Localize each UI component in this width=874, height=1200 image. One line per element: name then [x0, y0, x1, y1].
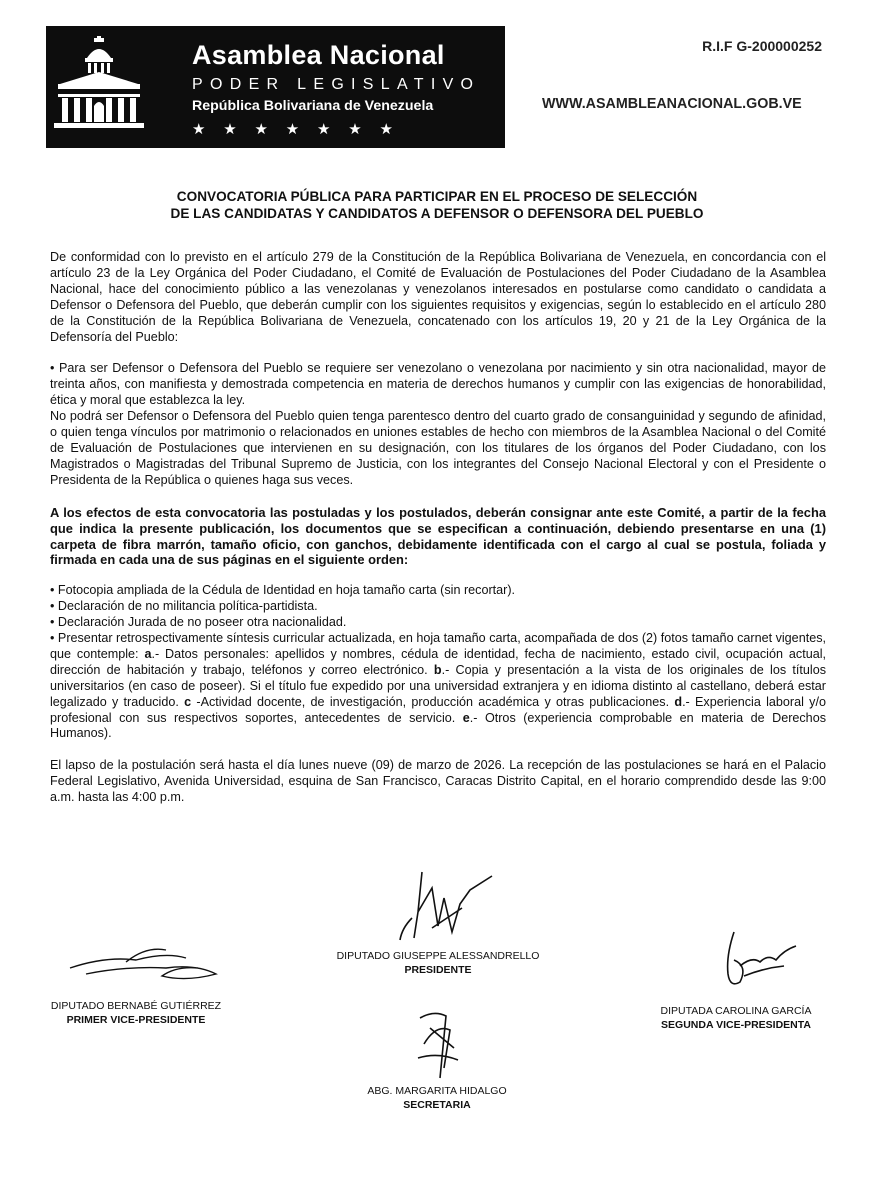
- second-vp-signature: [704, 926, 814, 1002]
- title-line-2: DE LAS CANDIDATAS Y CANDIDATOS A DEFENSOR O DEFENSORA DEL PUEBLO: [170, 206, 704, 221]
- signer-role: SECRETARIA: [403, 1099, 471, 1111]
- signer-role: PRIMER VICE-PRESIDENTE: [66, 1014, 206, 1026]
- logo-title: Asamblea Nacional: [192, 40, 445, 70]
- item-d-text: .- Experiencia laboral y/o profesional con sus respectivos soportes, antecedentes de servicio.: [50, 694, 826, 725]
- website-link[interactable]: WWW.ASAMBLEANACIONAL.GOB.VE: [542, 96, 802, 112]
- document-title: [60, 188, 814, 222]
- list-item: • Declaración de no militancia política-partidista.: [50, 599, 318, 614]
- first-vp-signature: [66, 938, 226, 988]
- logo-stars: ★★★★★★★: [192, 121, 411, 138]
- item-e-label: e: [462, 710, 470, 725]
- rif-number: R.I.F G-200000252: [702, 38, 822, 54]
- list-item: • Fotocopia ampliada de la Cédula de Identidad en hoja tamaño carta (sin recortar).: [50, 583, 516, 598]
- item-b-label: b: [433, 662, 442, 677]
- signature-president: [300, 949, 576, 977]
- item-c-text: -Actividad docente, de investigación, producción académica y otras publicaciones.: [191, 694, 675, 709]
- signer-name: DIPUTADO BERNABÉ GUTIÉRREZ: [50, 1000, 222, 1012]
- signer-role: PRESIDENTE: [404, 964, 472, 976]
- capitol-building-icon: [54, 36, 144, 130]
- document-body: [50, 250, 826, 806]
- secretary-signature: [410, 1008, 470, 1084]
- logo-country: República Bolivariana de Venezuela: [192, 98, 434, 114]
- item-c-label: c: [184, 694, 192, 709]
- logo-subtitle: PODER LEGISLATIVO: [192, 76, 481, 93]
- list-item-curriculum: [50, 631, 826, 742]
- signer-role: SEGUNDA VICE-PRESIDENTA: [661, 1019, 811, 1031]
- president-signature: [392, 868, 502, 946]
- signature-first-vp: [34, 999, 238, 1027]
- signer-name: DIPUTADO GIUSEPPE ALESSANDRELLO: [336, 950, 540, 962]
- curriculum-intro: • Presentar retrospectivamente síntesis curricular actualizada, en hoja tamaño carta, acompañada de dos (2) fotos tamaño carnet vigentes, que contemple:: [50, 631, 826, 661]
- item-a-label: a: [144, 646, 152, 661]
- asamblea-logo: [46, 26, 505, 148]
- list-item: • Declaración Jurada de no poseer otra nacionalidad.: [50, 615, 347, 630]
- item-a-text: .- Datos personales: apellidos y nombres, cédula de identidad, fecha de nacimiento, estado civil, ocupación actual, dirección de habitación y trabajo, teléfonos y correo electrónico.: [50, 646, 826, 677]
- title-line-1: CONVOCATORIA PÚBLICA PARA PARTICIPAR EN EL PROCESO DE SELECCIÓN: [176, 189, 698, 204]
- deadline-paragraph: El lapso de la postulación será hasta el día lunes nueve (09) de marzo de 2026. La recepción de las postulaciones se hará en el Palacio Federal Legislativo, Avenida Universidad, esquina de San Francisco, Caracas Distrito Capital, en el horario comprendido desde las 9:00 a.m. hasta las 4:00 p.m.: [50, 758, 826, 805]
- signature-second-vp: [626, 1004, 846, 1032]
- item-e-text: .- Otros (experiencia comprobable en materia de Derechos Humanos).: [50, 710, 826, 741]
- documents-paragraph: A los efectos de esta convocatoria las postuladas y los postulados, deberán consignar ante este Comité, a partir de la fecha que indica la presente publicación, los documentos que se especifican a continuación, debiendo presentarse en una (1) carpeta de fibra marrón, tamaño oficio, con ganchos, debidamente identificada con el cargo al cual se postula, foliada y firmada en cada una de sus páginas en el siguiente orden:: [50, 504, 826, 568]
- incompatibility-paragraph: No podrá ser Defensor o Defensora del Pueblo quien tenga parentesco dentro del cuarto grado de consanguinidad y segundo de afinidad, o quien tenga vínculos por matrimonio o relacionados en uniones estables de hecho con miembros de la Asamblea Nacional o del Comité de Evaluación de Postulaciones que intervienen en su designación, con los titulares de los órganos del Poder Ciudadano, con los Magistrados o Magistradas del Tribunal Supremo de Justicia, con los integrantes del Consejo Nacional Electoral y con el Presidente o Presidenta de la República o quienes haga sus veces.: [50, 409, 826, 487]
- intro-paragraph: De conformidad con lo previsto en el artículo 279 de la Constitución de la República Bolivariana de Venezuela, en concordancia con el artículo 23 de la Ley Orgánica del Poder Ciudadano, el Comité de Evaluación de Postulaciones del Poder Ciudadano de la Asamblea Nacional, hace del conocimiento público a las venezolanas y venezolanos interesados en postularse como candidato o candidata a Defensor o Defensora del Pueblo, que deberán cumplir con los siguientes requisitos y exigencias, según lo establecido en el artículo 280 de la Constitución de la República Bolivariana de Venezuela, concatenado con los artículos 19, 20 y 21 de la Ley Orgánica de la Defensoría del Pueblo:: [50, 250, 826, 344]
- item-b-text: .- Copia y presentación a la vista de los originales de los títulos universitarios (en caso de poseer). Si el título fue expedido por una universidad extranjera y en idioma distinto al castellano, deberá estar legalizado y traducido.: [50, 662, 826, 709]
- signer-name: ABG. MARGARITA HIDALGO: [367, 1085, 507, 1097]
- item-d-label: d: [674, 694, 683, 709]
- signer-name: DIPUTADA CAROLINA GARCÍA: [660, 1005, 812, 1017]
- requirements-paragraph: • Para ser Defensor o Defensora del Pueblo se requiere ser venezolano o venezolana por nacimiento y sin otra nacionalidad, mayor de treinta años, con manifiesta y demostrada competencia en materia de derechos humanos y cumplir con las exigencias de honorabilidad, ética y moral que establezca la ley.: [50, 361, 826, 408]
- signature-secretary: [330, 1084, 544, 1112]
